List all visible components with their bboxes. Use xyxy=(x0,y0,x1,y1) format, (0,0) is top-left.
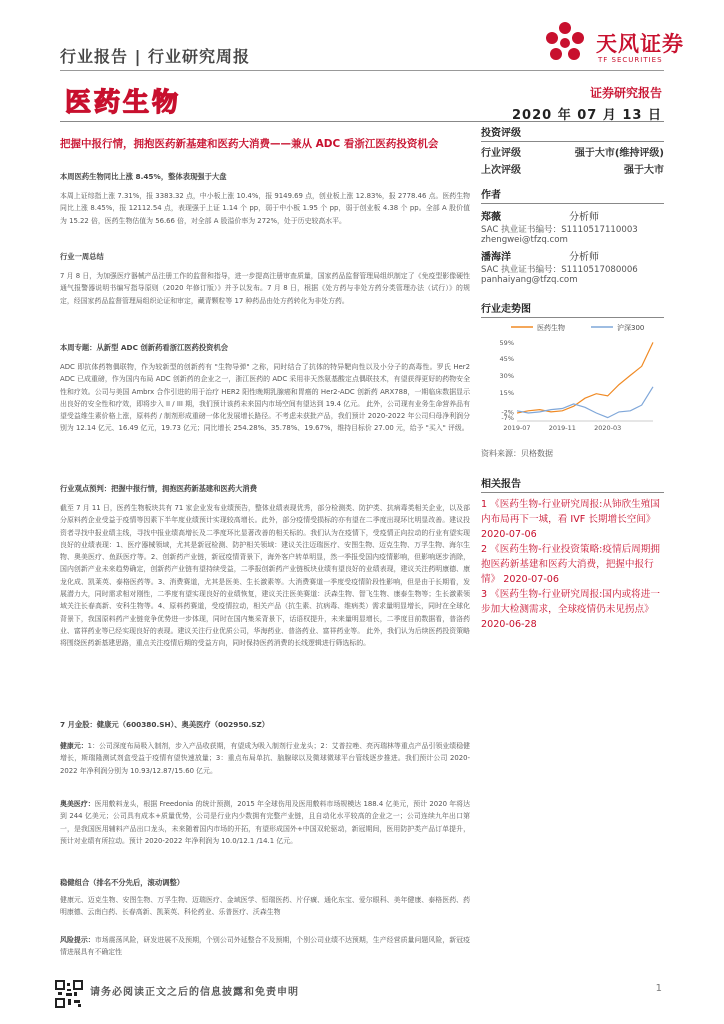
analyst-role: 分析师 xyxy=(569,252,599,263)
y-tick-label: 30% xyxy=(499,371,514,380)
analyst-email[interactable]: zhengwei@tfzq.com xyxy=(481,235,568,245)
date-divider xyxy=(60,121,664,122)
section-heading: 稳健组合（排名不分先后，滚动调整） xyxy=(60,878,185,887)
stock-pick-paragraph xyxy=(60,798,470,847)
section-heading: 行业一周总结 xyxy=(60,252,104,261)
logo-icon xyxy=(540,18,590,68)
stock-name: 健康元： xyxy=(60,742,88,750)
y-tick-label: 59% xyxy=(499,338,514,347)
related-title[interactable]: 《医药生物-行业研究周报:从铈欣生殖国内布局再下一城，看 IVF 长期增长空间》 xyxy=(481,499,660,525)
brand-name-en: TF SECURITIES xyxy=(598,56,663,64)
chart-source: 资料来源：贝格数据 xyxy=(481,449,553,458)
x-tick-label: 2019-07 xyxy=(503,424,531,432)
analyst-email[interactable]: panhaiyang@tfzq.com xyxy=(481,275,578,285)
report-date: 2020 年 07 月 13 日 xyxy=(512,108,662,123)
legend-label-hs300: 沪深300 xyxy=(617,324,645,332)
y-tick-label: 15% xyxy=(499,389,514,398)
qr-code-icon xyxy=(55,980,83,1008)
risk-label: 风险提示： xyxy=(60,936,95,944)
related-index: 3 xyxy=(481,589,488,600)
section-paragraph: 截至 7 月 11 日，医药生物板块共有 71 家企业发布业绩预告，整体业绩表现优秀，部分检测类、防护类、抗病毒类相关企业，以及部分原料药企业受益于疫情等因素下半年度业绩预计实现较高增长。此外，部分疫情受损标的亦有望在二季度出现环比明显改善。建议投资者寻找中报业绩主线，寻找中报业绩高增长及二季度环比显著改善的相关标的。我们认为在疫情下，受疫情正向拉动的行业有望实现良好的业绩表现：1、医疗器械领域，尤其是新冠检测、防护相关领域：建议关注迈瑞医疗、安图生物、迈克生物、万孚生物、海尔生物、奥美医疗、鱼跃医疗等。2、创新药产业链，新冠疫情背景下，海外客户转单明显，然一季报受国内疫情影响，但影响逐步消除，国内创新产业未来趋势确定，创新药产业链有望持续受益，二季报创新药产业链板块业绩有望良好的业绩表现，建议关注药明康德、康龙化成、凯莱英、泰格医药等。3、消费赛道，尤其是医美、生长激素等。大消费赛道一季度受疫情阶段性影响，但是由于长期看，发展潜力大，同时需求相对刚性，二季度有望实现良好的业绩恢复，建议关注医美赛道：沃森生物、智飞生物、康泰生物等；生长激素领域关注长春高新、安科生物等。4、原料药赛道，受疫情拉动，相关产品（抗生素、抗病毒、维病类）需求量明显增长，同时在全球化背景下，我国原料药产业链竞争优势进一步体现，同时在国内集采背景下，话语权提升，未来量明显增长，二季度目前数据看，普洛药业、富祥药业等已经实现良好的表现。建议关注行业优质公司，华海药业、普洛药业、富祥药业等。 此外，我们认为后续医药投资策略将围绕医药新基建思路，重点关注疫情后期的受益方向，同时保持医药消费的长线逻辑进行筛选标的。 xyxy=(60,504,470,648)
section-heading: 本周专题：从新型 ADC 创新药看浙江医药投资机会 xyxy=(60,343,229,352)
industry-rating xyxy=(481,144,664,159)
y-tick-label: 45% xyxy=(499,354,514,363)
related-box xyxy=(481,475,664,632)
stock-text: 医用敷料龙头，根据 Freedonia 的统计预测，2015 年全球伤用及医用敷料市场规模达 188.4 亿美元，预计 2020 年将达到 244 亿美元；公司具有成本+质量优势，公司是行业内少数拥有完整产业链，且自动化水平较高的企业之一；公司连续九年出口第一，是我国医用辅料产品出口龙头，未来随着国内市场的开拓，有望形成国外+中国双轮驱动，新冠期间，医用防护类产品订单提升，预计对业绩有所拉动。预计 2020-2022 年净利润为 10.0/12.1 /14.1 亿元。 xyxy=(60,800,470,845)
related-title[interactable]: 《医药生物-行业研究周报:国内或将进一步加大检测需求，全球疫情仍未见拐点》 xyxy=(481,589,660,615)
series-line-pharma xyxy=(517,342,653,413)
industry-rating-value: 强于大市(维持评级) xyxy=(574,148,664,159)
report-type: 证券研究报告 xyxy=(589,86,662,100)
stock-pick-paragraph xyxy=(60,740,470,777)
stock-name: 奥美医疗： xyxy=(60,800,95,808)
industry-rating-label: 行业评级 xyxy=(481,148,521,159)
footer-disclaimer: 请务必阅读正文之后的信息披露和免责申明 xyxy=(90,987,299,998)
section-paragraph: ADC 即抗体药物偶联物，作为较新型的创新药有 "生物导弹" 之称，同时结合了抗体的特异靶向性以及小分子的高毒性。罗氏 Her2 ADC 已成重磅，作为国内布局 ADC 创新药的企业之一，浙江医药的 ADC 采用非天然氨基酸定点偶联技术，有望获得更好的药物安全性和疗效。公司与美国 Ambrx 合作引进的用于治疗 HER2 阳性晚期乳腺癌和胃癌的 Her2-ADC 创新药 ARX788，一期临床数据显示出良好的安全性和疗效，即将步入 II / III 期，我们预计该药未来国内市场空间有望达到 19.4 亿元。 此外，公司现有业务生命营养品有望受益维生素价格上涨，原料药 / 制剂形成重磅一体化发展增长路径。不考虑未获批产品，我们预计 2020-2022 年公司归母净利润分别为 12.14 亿元、16.49 亿元，19.73 亿元；同比增长 254.28%、35.78%、19.67%，维持目标价 27.00 元，给予 "买入" 评级。 xyxy=(60,363,470,433)
analyst-name: 郑薇 xyxy=(481,212,501,223)
header-divider xyxy=(60,70,664,71)
trend-heading: 行业走势图 xyxy=(481,304,531,315)
author-heading: 作者 xyxy=(481,190,501,201)
related-date: 2020-07-06 xyxy=(503,574,560,585)
stock-text: 1：公司深度布局吸入制剂，步入产品收获期，有望成为吸入制剂行业龙头；2：艾普拉唑、亮丙瑞林等重点产品引领业绩稳健增长，斯瑞隆测试剂盒受益于疫情有望快速放量；3：重点布局单抗、脑腺球以及微球微球平台管线逐步推进。我们预计公司 2020-2022 年净利润分别为 10.93/12.87/15.60 亿元。 xyxy=(60,742,470,775)
analyst-name: 潘海洋 xyxy=(481,252,511,263)
y-tick-label: -7% xyxy=(501,414,514,423)
rating-box xyxy=(481,124,664,176)
analyst-name-row xyxy=(481,248,664,263)
legend-label-pharma: 医药生物 xyxy=(537,324,565,332)
report-title: 把握中报行情，拥抱医药新基建和医药大消费——兼从 ADC 看浙江医药投资机会 xyxy=(60,138,439,150)
related-index: 1 xyxy=(481,499,488,510)
related-report[interactable] xyxy=(481,542,664,587)
x-tick-label: 2020-03 xyxy=(594,424,622,432)
page-number: 1 xyxy=(655,983,662,994)
related-index: 2 xyxy=(481,544,488,555)
analyst-cert: SAC 执业证书编号：S1110517110003 xyxy=(481,225,638,235)
related-report[interactable] xyxy=(481,497,664,542)
portfolio-paragraph: 健康元、迈克生物、安图生物、万孚生物、迈瑞医疗、金域医学、恒瑞医药、片仔癀、通化东宝、爱尔眼科、美年健康、泰格医药、药明康德、云南白药、长春高新、凯莱英、科伦药业、乐普医疗、沃森生物 xyxy=(60,896,470,917)
related-title[interactable]: 《医药生物-行业投资策略:疫情后周期拥抱医药新基建和医药大消费，把握中报行情》 xyxy=(481,544,660,585)
rating-heading: 投资评级 xyxy=(481,128,521,139)
prev-rating-label: 上次评级 xyxy=(481,165,521,176)
section-heading: 本周医药生物同比上涨 8.45%，整体表现强于大盘 xyxy=(60,172,227,181)
report-category: 行业报告 | 行业研究周报 xyxy=(60,47,250,66)
section-paragraph: 7 月 8 日，为加强医疗器械产品注册工作的监督和指导，进一步提高注册审查质量，国家药品监督管理局组织制定了《免疫型影像硬性通气报警器说明书编写指导原则（2020 年修订版）》并予以发布。7 月 8 日，根据《处方药与非处方药分类管理办法（试行）》的规定，经国家药品监督管理局组织论证和审定，藏青颗粒等 17 种药品由处方药转化为非处方药。 xyxy=(60,272,470,305)
author-box xyxy=(481,186,664,285)
analyst-cert: SAC 执业证书编号：S1110517080006 xyxy=(481,265,638,275)
related-heading: 相关报告 xyxy=(481,479,521,490)
prev-rating xyxy=(481,161,664,176)
related-report[interactable] xyxy=(481,587,664,632)
risk-paragraph xyxy=(60,934,470,959)
series-line-hs300 xyxy=(517,387,653,418)
brand-name: 天风证券 xyxy=(596,32,684,56)
section-paragraph: 本周上证综指上涨 7.31%，报 3383.32 点，中小板上涨 10.4%，报 9149.69 点，创业板上涨 12.83%，报 2778.46 点。医药生物同比上涨 8.45%，报 12112.54 点，表现强于上证 1.14 个 pp，弱于中小板 1.95 个 pp，弱于创业板 4.38 个 pp。全部 A 股价值为 15.22 倍，医药生物估值为 56.66 倍，对全部 A 股溢价率为 272%，处于历史较高水平。 xyxy=(60,192,470,225)
analyst-role: 分析师 xyxy=(569,212,599,223)
y-tick-label: -2% xyxy=(501,408,514,417)
analyst-name-row xyxy=(481,208,664,223)
sector-title: 医药生物 xyxy=(65,88,182,118)
related-date: 2020-07-06 xyxy=(481,529,537,540)
related-date: 2020-06-28 xyxy=(481,619,537,630)
prev-rating-value: 强于大市 xyxy=(624,165,664,176)
trend-chart xyxy=(481,313,664,443)
section-heading: 7 月金股：健康元（600380.SH）、奥美医疗（002950.SZ） xyxy=(60,720,270,729)
section-heading: 行业观点预判：把握中报行情，拥抱医药新基建和医药大消费 xyxy=(60,484,258,493)
risk-text: 市场震荡风险，研发进展不及预期，个别公司外延整合不及预期，个别公司业绩不达预期，生产经营质量问题风险，新冠疫情进展具有不确定性 xyxy=(60,936,471,957)
x-tick-label: 2019-11 xyxy=(548,424,576,432)
